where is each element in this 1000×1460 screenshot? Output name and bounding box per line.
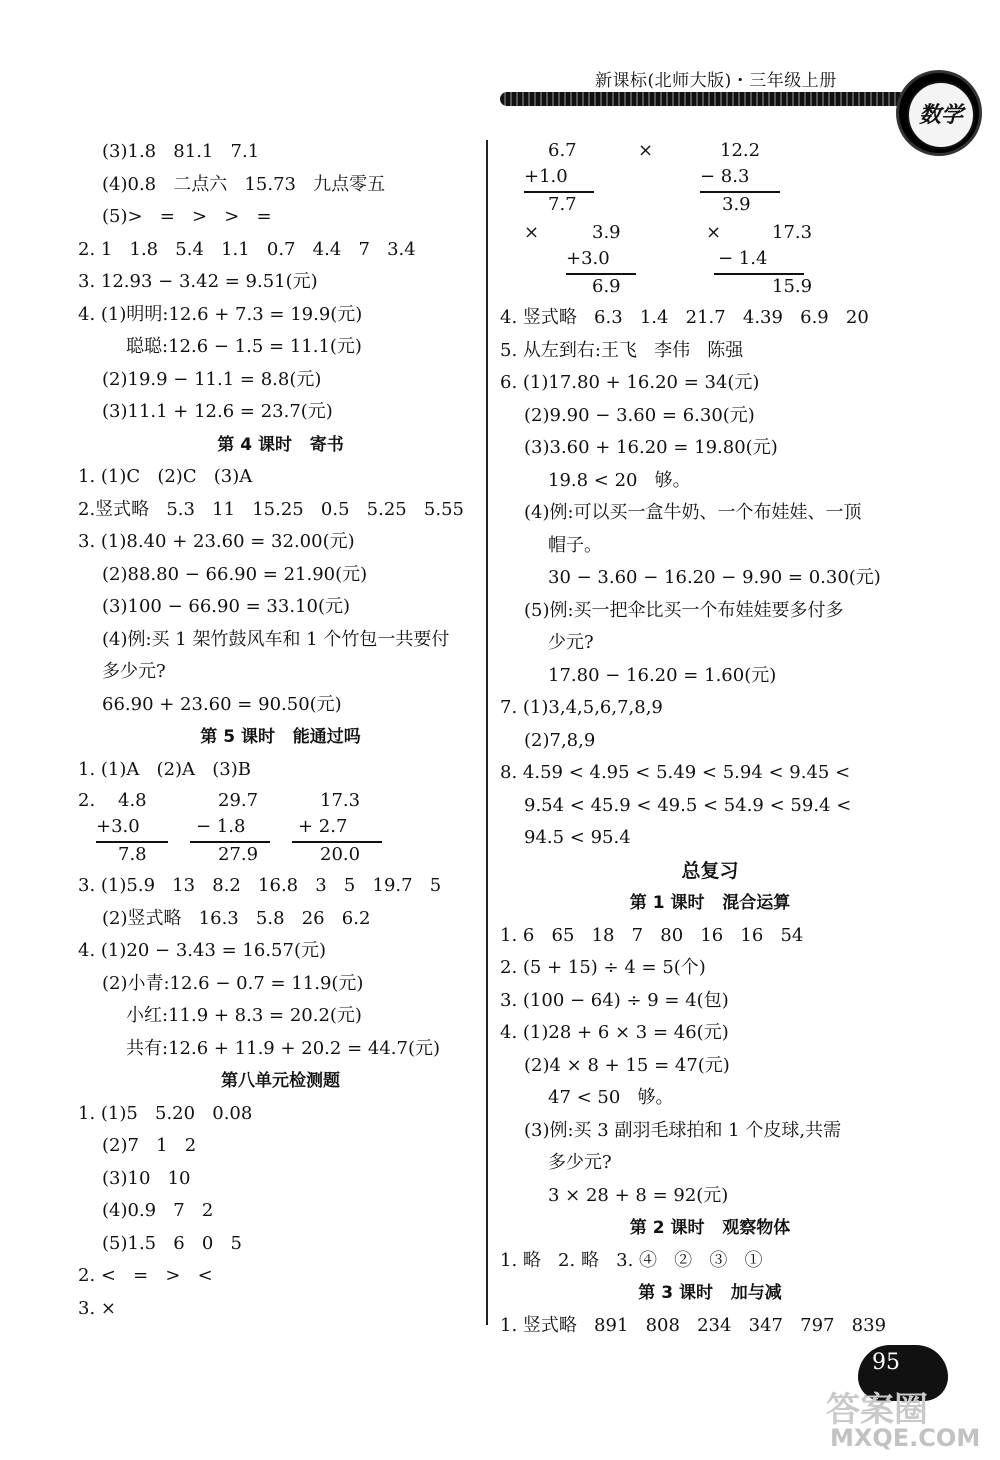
- answer-line: (2)7 1 2: [102, 1135, 197, 1156]
- calc-operand: + 2.7: [298, 816, 348, 837]
- answer-line: (2)小青:12.6 − 0.7 = 11.9(元): [102, 972, 364, 994]
- answer-line: 多少元?: [102, 661, 166, 682]
- answer-line: (2)88.80 − 66.90 = 21.90(元): [102, 563, 368, 585]
- calc-operand: 6.7: [548, 140, 577, 161]
- calc-operand: 4.8: [118, 790, 147, 811]
- calc-rule: [524, 191, 594, 193]
- answer-line: 1. (1)5 5.20 0.08: [78, 1102, 253, 1124]
- watermark-url: MXQE.COM: [830, 1424, 981, 1452]
- calc-result: 7.8: [118, 844, 147, 865]
- calc-rule: [566, 273, 636, 275]
- answer-line: 17.80 − 16.20 = 1.60(元): [548, 664, 777, 686]
- answer-line: 4. 竖式略 6.3 1.4 21.7 4.39 6.9 20: [500, 307, 869, 328]
- answer-line: 小红:11.9 + 8.3 = 20.2(元): [126, 1005, 362, 1026]
- answer-line: 帽子。: [548, 534, 602, 556]
- answer-line: (5)1.5 6 0 5: [102, 1232, 242, 1254]
- answer-line: 30 − 3.60 − 16.20 − 9.90 = 0.30(元): [548, 567, 881, 588]
- calc-operand: − 8.3: [700, 166, 750, 187]
- answer-line: 66.90 + 23.60 = 90.50(元): [102, 693, 342, 715]
- answer-line: 1. (1)A (2)A (3)B: [78, 758, 251, 780]
- answer-line: (3)例:买 3 副羽毛球拍和 1 个皮球,共需: [524, 1119, 842, 1141]
- answer-line: (2)4 × 8 + 15 = 47(元): [524, 1054, 730, 1076]
- right-column: [500, 136, 920, 1342]
- subject-badge-label: 数学: [907, 81, 975, 149]
- calc-result: 7.7: [548, 194, 577, 215]
- header-decorative-band: [500, 92, 905, 106]
- answer-line: 6. (1)17.80 + 16.20 = 34(元): [500, 372, 760, 393]
- answer-line: 7. (1)3,4,5,6,7,8,9: [500, 697, 663, 718]
- section-heading: 第 3 课时 加与减: [638, 1283, 782, 1303]
- wrong-mark: ×: [638, 140, 654, 161]
- answer-line: 2. (5 + 15) ÷ 4 = 5(个): [500, 957, 706, 978]
- calc-rule: [714, 273, 804, 275]
- vertical-calculations: [78, 786, 483, 870]
- calc-operand: 29.7: [218, 790, 259, 811]
- calc-rule: [96, 841, 168, 843]
- answer-line: 3. (1)8.40 + 23.60 = 32.00(元): [78, 531, 355, 552]
- calc-operand: 17.3: [320, 790, 361, 811]
- answer-line: 1. (1)C (2)C (3)A: [78, 466, 253, 487]
- calc-result: 20.0: [320, 844, 361, 865]
- left-column: [78, 136, 483, 1325]
- page-number: 95: [872, 1350, 900, 1375]
- answer-line: 多少元?: [548, 1152, 612, 1173]
- answer-line: (5)例:买一把伞比买一个布娃娃要多付多: [524, 599, 844, 621]
- answer-line: (4)0.9 7 2: [102, 1200, 214, 1221]
- answer-line: 5. 从左到右:王飞 李伟 陈强: [500, 339, 744, 361]
- answer-line: 1. 竖式略 891 808 234 347 797 839: [500, 1314, 887, 1336]
- answer-line: 19.8 < 20 够。: [548, 469, 691, 491]
- answer-line: 4. (1)28 + 6 × 3 = 46(元): [500, 1022, 729, 1043]
- answer-line: (5)> = > > =: [102, 206, 272, 227]
- answer-line: (2)9.90 − 3.60 = 6.30(元): [524, 404, 755, 426]
- answer-line: (2)19.9 − 11.1 = 8.8(元): [102, 368, 322, 390]
- answer-line: 47 < 50 够。: [548, 1087, 674, 1108]
- vertical-calculations: [500, 136, 920, 220]
- column-divider: [486, 140, 488, 1325]
- answer-line: 1. 6 65 18 7 80 16 16 54: [500, 924, 804, 946]
- calc-result: 3.9: [722, 194, 751, 215]
- calc-result: 6.9: [592, 276, 621, 297]
- answer-line: 3. (1)5.9 13 8.2 16.8 3 5 19.7 5: [78, 875, 442, 896]
- answer-line: (3)100 − 66.90 = 33.10(元): [102, 596, 351, 617]
- answer-line: 3 × 28 + 8 = 92(元): [548, 1184, 729, 1206]
- answer-line: (3)11.1 + 12.6 = 23.7(元): [102, 401, 333, 422]
- section-heading: 总复习: [681, 859, 739, 882]
- answer-line: 1. 略 2. 略 3. ④ ② ③ ①: [500, 1249, 763, 1271]
- answer-line: (2)竖式略 16.3 5.8 26 6.2: [102, 907, 371, 929]
- calc-result: 15.9: [772, 276, 813, 297]
- item-number: 2.: [78, 790, 96, 811]
- section-heading: 第 4 课时 寄书: [217, 434, 344, 455]
- answer-line: (2)7,8,9: [524, 729, 596, 751]
- answer-line: (4)例:买 1 架竹鼓风车和 1 个竹包一共要付: [102, 628, 450, 650]
- answer-line: 2. < = > <: [78, 1265, 213, 1286]
- calc-rule: [700, 191, 780, 193]
- calc-operand: 3.9: [592, 222, 621, 243]
- answer-line: (4)0.8 二点六 15.73 九点零五: [102, 173, 386, 195]
- answer-line: 聪聪:12.6 − 1.5 = 11.1(元): [126, 336, 362, 357]
- calc-operand: 17.3: [772, 222, 813, 243]
- answer-line: 4. (1)20 − 3.43 = 16.57(元): [78, 940, 327, 961]
- section-heading: 第八单元检测题: [221, 1071, 340, 1091]
- wrong-mark: ×: [524, 222, 540, 243]
- answer-line: 少元?: [548, 632, 594, 653]
- section-heading: 第 1 课时 混合运算: [629, 893, 791, 913]
- calc-operand: − 1.8: [196, 816, 246, 837]
- series-header: 新课标(北师大版)・三年级上册: [595, 71, 837, 91]
- answer-line: (3)3.60 + 16.20 = 19.80(元): [524, 437, 778, 458]
- calc-operand: 12.2: [720, 140, 761, 161]
- answer-line: 4. (1)明明:12.6 + 7.3 = 19.9(元): [78, 303, 363, 325]
- answer-line: (3)10 10: [102, 1167, 191, 1189]
- answer-line: 9.54 < 45.9 < 49.5 < 54.9 < 59.4 <: [524, 794, 852, 816]
- calc-operand: − 1.4: [718, 248, 768, 269]
- answer-line: 94.5 < 95.4: [524, 827, 631, 848]
- calc-operand: +3.0: [566, 248, 610, 269]
- calc-rule: [190, 841, 270, 843]
- answer-line: 3. (100 − 64) ÷ 9 = 4(包): [500, 989, 729, 1011]
- answer-line: 共有:12.6 + 11.9 + 20.2 = 44.7(元): [126, 1037, 440, 1059]
- section-heading: 第 2 课时 观察物体: [629, 1218, 791, 1238]
- calc-rule: [292, 841, 382, 843]
- answer-line: (3)1.8 81.1 7.1: [102, 141, 260, 162]
- watermark: [812, 1380, 992, 1455]
- wrong-mark: ×: [706, 222, 722, 243]
- vertical-calculations: [500, 220, 920, 302]
- answer-line: 2.竖式略 5.3 11 15.25 0.5 5.25 5.55: [78, 498, 465, 520]
- answer-line: 8. 4.59 < 4.95 < 5.49 < 5.94 < 9.45 <: [500, 762, 851, 783]
- answer-line: 3. 12.93 − 3.42 = 9.51(元): [78, 271, 318, 292]
- calc-operand: +3.0: [96, 816, 140, 837]
- answer-line: 2. 1 1.8 5.4 1.1 0.7 4.4 7 3.4: [78, 238, 416, 260]
- calc-result: 27.9: [218, 844, 259, 865]
- section-heading: 第 5 课时 能通过吗: [200, 727, 361, 747]
- calc-operand: +1.0: [524, 166, 568, 187]
- answer-line: 3. ×: [78, 1297, 116, 1319]
- watermark-text: 答案圈: [826, 1390, 928, 1430]
- answer-line: (4)例:可以买一盒牛奶、一个布娃娃、一顶: [524, 502, 862, 523]
